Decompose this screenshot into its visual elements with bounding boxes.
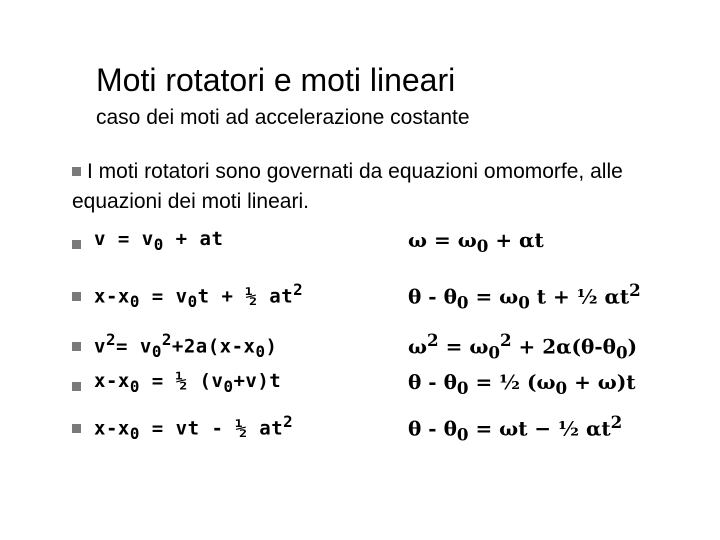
intro-paragraph <box>72 157 672 217</box>
square-bullet-icon <box>72 167 81 176</box>
equation-row <box>68 412 708 448</box>
square-bullet-icon <box>72 424 81 433</box>
rotational-equation: $\omega = \omega_0 + \alpha t$ <box>408 228 544 256</box>
linear-equation: $x-x_0 = v_0t$ + ½ $at^2$ <box>94 280 304 312</box>
square-bullet-icon <box>72 240 81 249</box>
square-bullet-icon <box>72 292 81 301</box>
linear-equation: $v = v_0$ + at <box>94 228 224 254</box>
square-bullet-icon <box>72 382 81 391</box>
linear-equation: $x-x_0$ = ½ $(v_0+v)t$ <box>94 370 282 396</box>
slide-title: Moti rotatori e moti lineari <box>96 62 456 98</box>
equation-row <box>68 228 708 264</box>
linear-equation: $x-x_0$ = vt - ½ $at^2$ <box>94 412 294 444</box>
slide-subtitle: caso dei moti ad accelerazione costante <box>96 106 470 129</box>
intro-text: I moti rotatori sono governati da equazioni omomorfe, alle equazioni dei moti lineari. <box>72 160 623 213</box>
rotational-equation: $\omega^2 = \omega_0^2 + 2\alpha(\theta-\theta_0)$ <box>408 330 638 363</box>
square-bullet-icon <box>72 342 81 351</box>
linear-equation: $v^2= v_0^2+2a(x-x_0)$ <box>94 330 278 362</box>
rotational-equation: θ - $\theta_0$ = ½ $(\omega_0 + \omega)t$ <box>408 370 636 398</box>
rotational-equation: $\theta - \theta_0 = \omega t$ − ½ $\alpha t^2$ <box>408 412 623 445</box>
equation-row <box>68 280 708 316</box>
rotational-equation: $\theta - \theta_0 = \omega_0$ t + ½ $\alpha t^2$ <box>408 280 641 313</box>
equation-row <box>68 330 708 366</box>
equation-row <box>68 370 708 406</box>
